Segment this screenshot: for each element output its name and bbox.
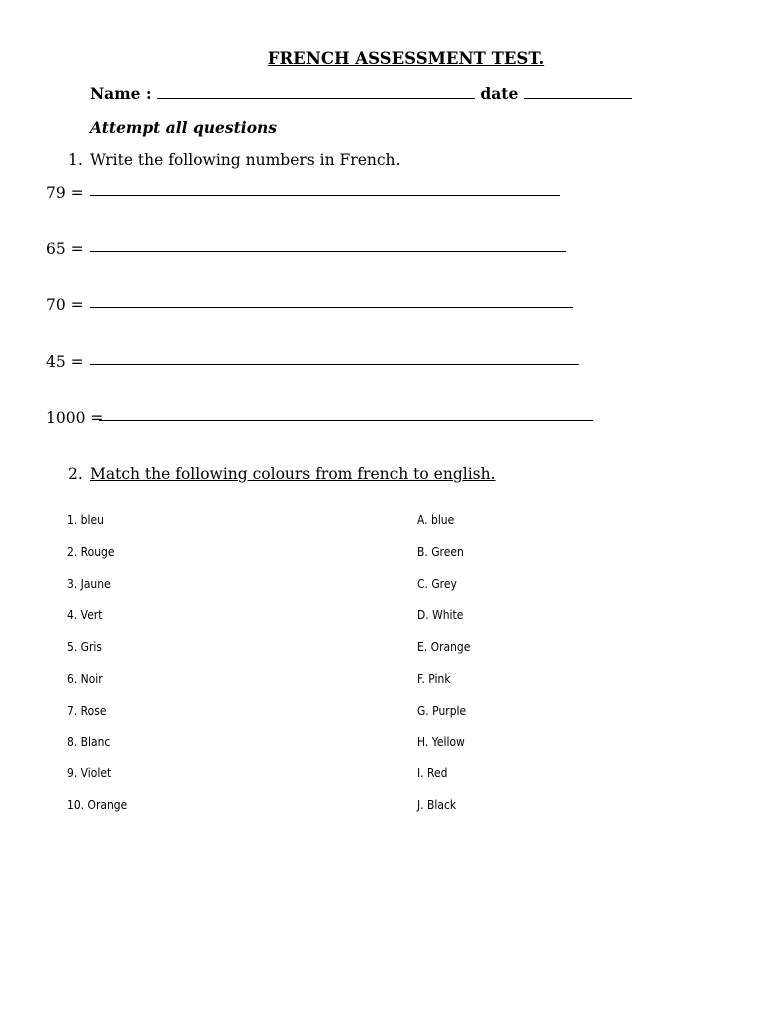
date-blank[interactable]: [524, 84, 632, 99]
english-item: A. blue: [417, 512, 455, 527]
french-item: 1. bleu: [67, 512, 104, 527]
answer-line[interactable]: [99, 420, 593, 421]
page-title: FRENCH ASSESSMENT TEST.: [267, 49, 545, 68]
french-item: 9. Violet: [67, 765, 112, 780]
number-item-label: 70 =: [46, 296, 84, 314]
french-item: 8. Blanc: [67, 734, 111, 749]
name-blank[interactable]: [157, 84, 475, 99]
number-item-label: 1000 =: [46, 409, 104, 427]
english-item: E. Orange: [417, 639, 471, 654]
question-1-text: Write the following numbers in French.: [90, 151, 401, 169]
question-2-text: Match the following colours from french to english.: [90, 465, 496, 483]
answer-line[interactable]: [90, 195, 560, 196]
number-item-65: [46, 240, 84, 258]
english-item: J. Black: [417, 797, 457, 812]
french-item: 10. Orange: [67, 797, 128, 812]
french-item: 2. Rouge: [67, 544, 115, 559]
number-item-label: 65 =: [46, 240, 84, 258]
number-item-45: [46, 353, 84, 371]
french-item: 6. Noir: [67, 671, 103, 686]
english-item: G. Purple: [417, 703, 467, 718]
french-item: 3. Jaune: [67, 576, 111, 591]
name-label: Name :: [90, 84, 152, 103]
date-label: date: [480, 84, 519, 103]
number-item-label: 45 =: [46, 353, 84, 371]
answer-line[interactable]: [90, 364, 579, 365]
french-item: 7. Rose: [67, 703, 107, 718]
number-item-79: [46, 184, 84, 202]
number-item-1000: [46, 409, 103, 427]
answer-line[interactable]: [90, 251, 566, 252]
question-2-number: 2.: [68, 465, 83, 483]
instruction: Attempt all questions: [90, 118, 278, 137]
english-item: C. Grey: [417, 576, 457, 591]
question-1-number: 1.: [68, 151, 83, 169]
english-item: H. Yellow: [417, 734, 465, 749]
english-item: B. Green: [417, 544, 464, 559]
french-item: 5. Gris: [67, 639, 103, 654]
english-item: D. White: [417, 607, 464, 622]
number-item-label: 79 =: [46, 184, 84, 202]
number-item-70: [46, 296, 84, 314]
answer-line[interactable]: [90, 307, 573, 308]
french-item: 4. Vert: [67, 607, 103, 622]
name-date-line: [90, 84, 632, 103]
english-item: I. Red: [417, 765, 448, 780]
english-item: F. Pink: [417, 671, 451, 686]
